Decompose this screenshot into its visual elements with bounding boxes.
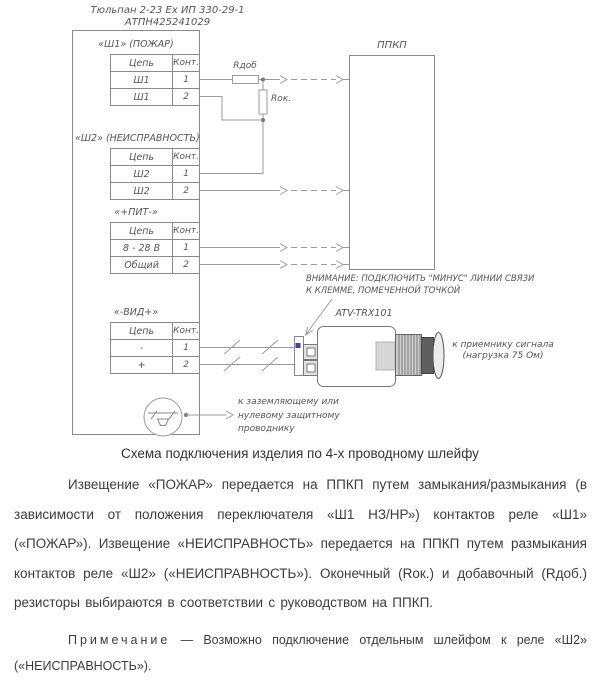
rok-resistor — [259, 90, 267, 114]
note-text: — Возможно подключение отдельным шлейфом к реле «Ш2» («НЕИСПРАВНОСТЬ»). — [14, 633, 587, 673]
bnc-tip — [433, 333, 444, 379]
body-paragraph: Извещение «ПОЖАР» передается на ППКП путем замыкания/размыкания (в зависимости от положения переключателя «Ш1 НЗ/НР») контактов реле «Ш1» («ПОЖАР»). Извещение «НЕИСПРАВНОСТЬ» передается на ППКП путем размыкания контактов реле «Ш2» («НЕИСПРАВНОСТЬ»). Оконечный (Rок.) и добавочный (Rдоб.) резисторы выбираются в соответствии с руководством на ППКП. — [14, 477, 587, 610]
terminal-block-title: «-ВИД+» — [113, 307, 159, 318]
terminal-block-title: «Ш1» (ПОЖАР) — [98, 39, 174, 50]
terminal-block-sh2 — [72, 133, 200, 203]
terminal-block-title: «+ПИТ-» — [114, 207, 158, 218]
rdob-label: Rдоб — [233, 61, 257, 71]
rdob-resistor — [233, 76, 259, 84]
junction-dot — [261, 118, 265, 122]
figure-caption: Схема подключения изделия по 4-х проводному шлейфу — [121, 446, 479, 461]
terminal-block-video — [72, 307, 200, 377]
rok-label: Rок. — [271, 94, 292, 104]
ground-arrow — [184, 411, 233, 419]
note-label: Примечание — [68, 633, 171, 647]
balun-drawing — [295, 327, 445, 387]
ground-note: к заземляющему или нулевому защитному проводнику — [238, 397, 340, 434]
note-paragraph — [14, 627, 587, 679]
terminal-table: Цепь Конт. Ш1 1 Ш1 2 — [110, 54, 200, 106]
receiver-note: к приемнику сигнала (нагрузка 75 Ом) — [452, 340, 554, 361]
minus-dot-marker — [296, 343, 301, 348]
device-designation — [60, 5, 275, 29]
device-name: Тюльпан 2-23 Ex ИП 330-29-1 — [90, 5, 245, 16]
balun-label: ATV-TRX101 — [335, 308, 393, 319]
ppkp-label: ППКП — [377, 40, 407, 51]
junction-dot — [261, 78, 265, 82]
terminal-table: Цепь Конт. 8 - 28 В 1 Общий 2 — [110, 222, 200, 274]
terminal-block-title: «Ш2» (НЕИСПРАВНОСТЬ) — [75, 133, 200, 144]
terminal-block-power — [72, 207, 200, 277]
ppkp-box — [350, 56, 435, 270]
device-code: АТПН425241029 — [124, 17, 211, 28]
terminal-block-sh1 — [72, 39, 200, 109]
warning-note: ВНИМАНИЕ: ПОДКЛЮЧИТЬ "МИНУС" ЛИНИИ СВЯЗИ К КЛЕММЕ, ПОМЕЧЕННОЙ ТОЧКОЙ — [306, 274, 535, 296]
terminal-table: Цепь Конт. - 1 + 2 — [110, 322, 200, 374]
ground-screw-icon — [144, 398, 182, 436]
terminal-table: Цепь Конт. Ш2 1 Ш2 2 — [110, 148, 200, 200]
